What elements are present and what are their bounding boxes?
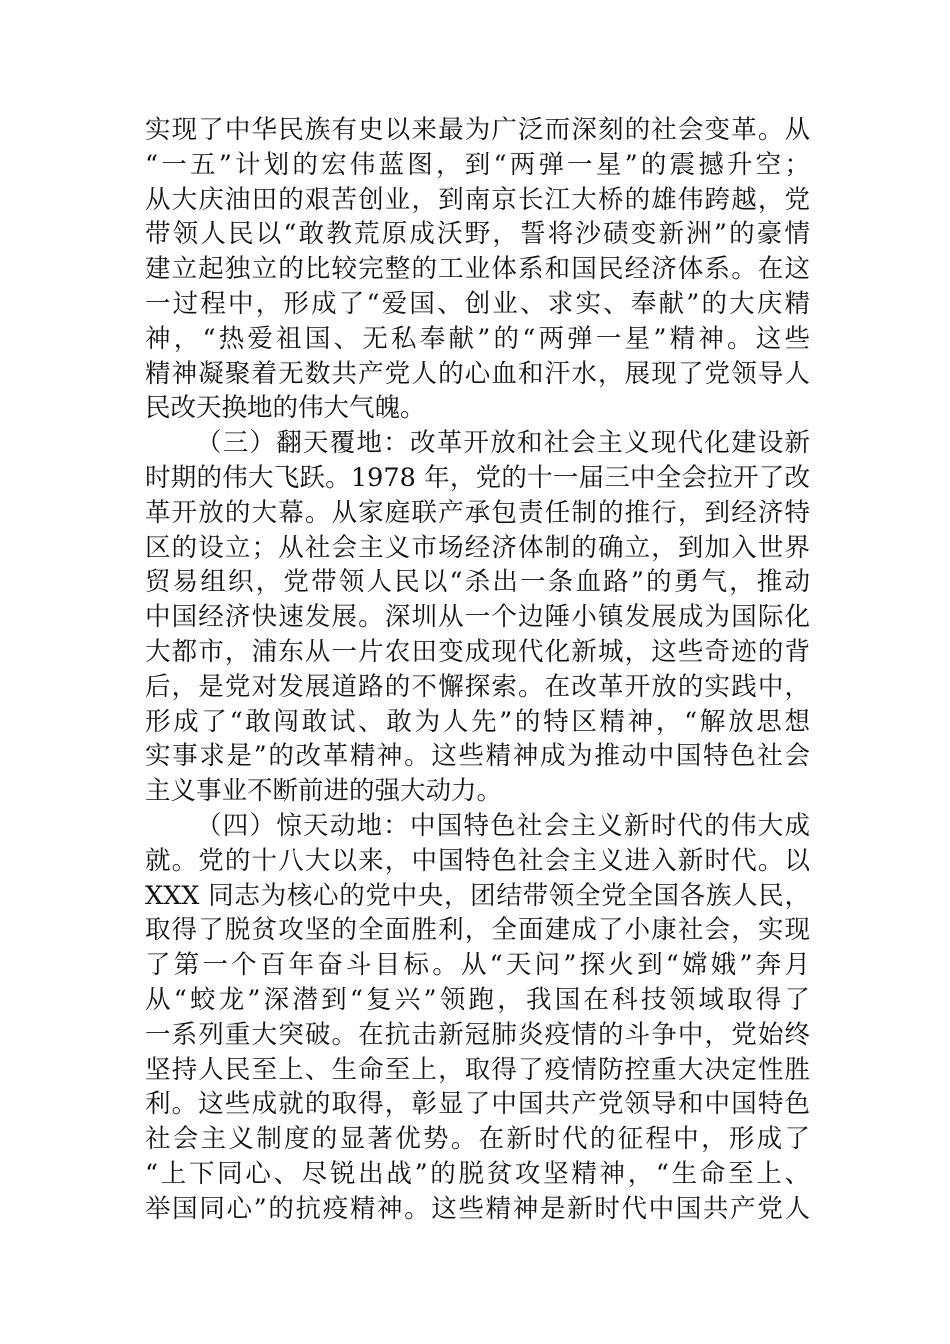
- text-line: 时期的伟大飞跃。1978 年，党的十一届三中全会拉开了改: [145, 462, 810, 493]
- text-line: 神，“热爱祖国、无私奉献”的“两弹一星”精神。这些: [145, 323, 810, 354]
- body-text: [145, 113, 810, 1227]
- text-line: 贸易组织，党带领人民以“杀出一条血路”的勇气，推动: [145, 567, 810, 598]
- text-line: 建立起独立的比较完整的工业体系和国民经济体系。在这: [145, 254, 810, 285]
- text-line: 从“蛟龙”深潜到“复兴”领跑，我国在科技领域取得了: [145, 984, 810, 1015]
- text-line: 区的设立；从社会主义市场经济体制的确立，到加入世界: [145, 532, 810, 563]
- text-line: 大都市，浦东从一片农田变成现代化新城，这些奇迹的背: [145, 636, 810, 667]
- text-line: 带领人民以“敢教荒原成沃野，誓将沙碛变新洲”的豪情: [145, 219, 810, 250]
- text-line: 了第一个百年奋斗目标。从“天问”探火到“嫦娥”奔月: [145, 950, 810, 981]
- text-line: 利。这些成就的取得，彰显了中国共产党领导和中国特色: [145, 1089, 810, 1120]
- paragraph-section-4: [145, 809, 810, 1227]
- text-line: 后，是党对发展道路的不懈探索。在改革开放的实践中，: [145, 671, 810, 702]
- text-line: 坚持人民至上、生命至上，取得了疫情防控重大决定性胜: [145, 1054, 810, 1085]
- text-line: 取得了脱贫攻坚的全面胜利，全面建成了小康社会，实现: [145, 915, 810, 946]
- text-line: 革开放的大幕。从家庭联产承包责任制的推行，到经济特: [145, 497, 810, 528]
- text-line: 形成了“敢闯敢试、敢为人先”的特区精神，“解放思想: [145, 706, 810, 737]
- text-line: XXX 同志为核心的党中央，团结带领全党全国各族人民，: [145, 880, 810, 911]
- text-line: 就。党的十八大以来，中国特色社会主义进入新时代。以: [145, 845, 810, 876]
- paragraph-continuation: [145, 113, 810, 426]
- text-line: “上下同心、尽锐出战”的脱贫攻坚精神，“生命至上、: [145, 1158, 810, 1189]
- text-line: 精神凝聚着无数共产党人的心血和汗水，展现了党领导人: [145, 358, 810, 389]
- text-line: 民改天换地的伟大气魄。: [145, 393, 426, 424]
- section-heading-line: （四）惊天动地：中国特色社会主义新时代的伟大成: [196, 810, 810, 841]
- text-line: 实现了中华民族有史以来最为广泛而深刻的社会变革。从: [145, 115, 810, 145]
- section-heading-line: （三）翻天覆地：改革开放和社会主义现代化建设新: [196, 428, 810, 459]
- text-line: “一五”计划的宏伟蓝图，到“两弹一星”的震撼升空；: [145, 149, 810, 180]
- text-line: 一过程中，形成了“爱国、创业、求实、奉献”的大庆精: [145, 288, 810, 319]
- paragraph-section-3: [145, 426, 810, 809]
- text-line: 中国经济快速发展。深圳从一个边陲小镇发展成为国际化: [145, 602, 810, 633]
- text-line: 实事求是”的改革精神。这些精神成为推动中国特色社会: [145, 741, 810, 772]
- text-line: 从大庆油田的艰苦创业，到南京长江大桥的雄伟跨越，党: [145, 184, 810, 215]
- text-line: 一系列重大突破。在抗击新冠肺炎疫情的斗争中，党始终: [145, 1019, 810, 1050]
- text-line: 举国同心”的抗疫精神。这些精神是新时代中国共产党人: [145, 1193, 810, 1224]
- text-line: 社会主义制度的显著优势。在新时代的征程中，形成了: [145, 1124, 810, 1155]
- text-line: 主义事业不断前进的强大动力。: [145, 776, 503, 807]
